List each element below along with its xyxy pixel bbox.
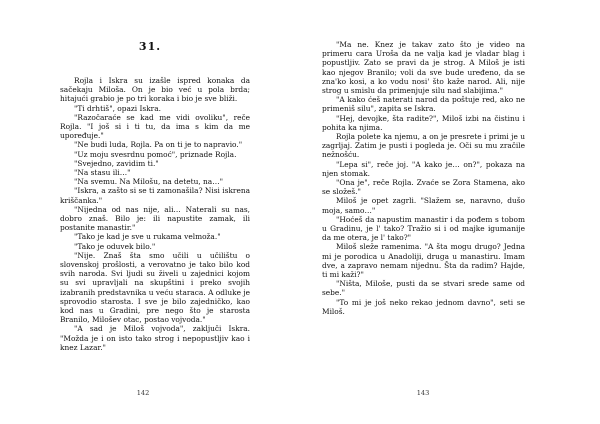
paragraph: "Hej, devojke, šta radite?", Miloš izbi na čistinu i pohita ka njima. [322,113,525,132]
paragraph: "Svejedno, zavidim ti." [74,158,159,168]
paragraph: "Nije. Znaš šta smo učili u učilištu o slovenskoj prošlosti, a verovatno je tako bilo kod svih naroda. Svi ljudi su živeli u zajednici kojom su svi upravljali na skupštini i preko svojih izabranih predstavnika u veću staraca. A odluke je sprovodio starosta. I sve je bilo zajedničko, kao kod nas u Gradini, pre nego što je starosta Branilo, Milošev otac, postao vojvoda." [60,250,250,325]
paragraph: "Lepa si", reče joj. "A kako je… on?", pokaza na njen stomak. [322,159,525,178]
paragraph: "Ne budi luda, Rojla. Pa on ti je to napravio." [74,140,243,150]
left-page-text [60,76,250,352]
page-number: 143 [416,389,430,397]
paragraph: "To mi je još neko rekao jednom davno", seti se Miloš. [322,297,525,316]
paragraph: "A kako ćeš naterati narod da poštuje red, ako ne primeniš silu", zapita se Iskra. [322,95,525,114]
paragraph: "Razočaraće se kad me vidi ovoliku", reče Rojla. "I još si i ti tu, da ima s kim da me upoređuje." [60,112,250,141]
paragraph: "Hoćeš da napustim manastir i da pođem s tobom u Gradinu, je l' tako? Tražio si i od majke igumanije da me otera, je l' tako?" [322,214,525,243]
right-page [300,0,600,424]
paragraph: "Ona je", reče Rojla. Zvaće se Zora Stamena, ako se složeš." [322,178,525,197]
paragraph: Miloš sleže ramenima. "A šta mogu drugo? Jedna mi je porodica u Anadoliji, druga u manastiru. Imam dve, a zapravo nemam nijednu. Šta da radim? Hajde, ti mi kaži?" [322,242,525,280]
paragraph: Rojla i Iskra su izašle ispred konaka da sačekaju Miloša. On je bio već u pola brda; hitajući grabio je po tri koraka i bio je sve bliži. [60,76,250,104]
paragraph: "Ništa, Miloše, pusti da se stvari srede same od sebe." [322,279,525,298]
paragraph: "Na stasu ili…" [74,168,131,178]
paragraph: "Ma ne. Knez je takav zato što je video na primeru cara Uroša da ne valja kad je vladar blag i popustljiv. Zato se pravi da je strog. A Miloš je isti kao njegov Branilo; voli da sve bude uređeno, da se zna'ko kosi, a ko vodu nosi' što kaže narod. Ali, nije strog u smislu da primenjuje silu nad slabijima." [322,40,525,96]
paragraph: "Tako je kad je sve u rukama velmoža." [74,232,221,242]
right-page-text [322,40,525,316]
paragraph: Rojla polete ka njemu, a on je presrete i primi je u zagrljaj. Zatim je pusti i pogleda je. Oči su mu zračile nežnošću. [322,132,525,160]
page-number: 142 [136,389,150,397]
paragraph: "Tako je oduvek bilo." [74,241,156,251]
paragraph: "Uz moju svesrdnu pomoć", priznade Rojla. [74,149,237,159]
paragraph: "Nijedna od nas nije, ali… Naterali su nas, dobro znaš. Bilo je: ili napustite zamak, ili postanite manastir." [60,204,250,233]
paragraph: "Na svemu. Na Milošu, na detetu, na…" [74,177,223,187]
paragraph: "Ti drhtiš", opazi Iskra. [74,103,161,113]
chapter-number: 31. [138,40,162,53]
paragraph: "Iskra, a zašto si se ti zamonašila? Nisi iskrena kriščanka." [60,186,250,205]
paragraph: "A sad je Miloš vojvoda", zaključi Iskra. "Možda je i on isto tako strog i nepopustljiv kao i knez Lazar." [60,324,250,352]
paragraph: Miloš je opet zagrli. "Slažem se, naravno, dušo moja, samo…" [322,196,525,215]
